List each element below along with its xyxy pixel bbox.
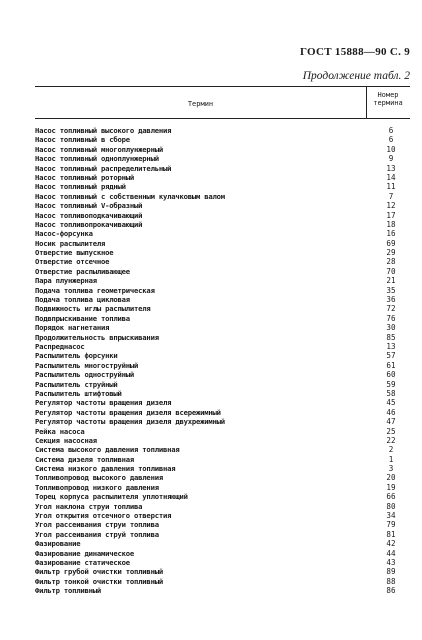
term-number-cell: 36	[386, 295, 396, 305]
table-row	[35, 295, 410, 304]
term-cell: Насос топливный распределительный	[35, 163, 172, 173]
term-number-cell: 69	[386, 238, 396, 248]
term-cell: Подача топлива геометрическая	[35, 285, 155, 295]
term-number-cell: 13	[386, 163, 396, 173]
term-number-cell: 66	[386, 492, 396, 502]
table-row	[35, 342, 410, 351]
term-cell: Распылитель штифтовый	[35, 388, 122, 398]
term-number-cell: 72	[386, 304, 396, 314]
term-cell: Насос топливоподкачивающий	[35, 210, 143, 220]
term-cell: Угол открытия отсечного отверстия	[35, 511, 172, 521]
term-cell: Насос топливный роторный	[35, 172, 135, 182]
term-number-cell: 12	[386, 201, 396, 211]
table-row	[35, 239, 410, 248]
term-cell: Фазирование динамическое	[35, 548, 135, 558]
table-row	[35, 520, 410, 529]
table-row	[35, 257, 410, 266]
term-number-cell: 29	[386, 248, 396, 258]
table-row	[35, 427, 410, 436]
term-number-cell: 70	[386, 266, 396, 276]
term-cell: Система низкого давления топливная	[35, 464, 176, 474]
table-row	[35, 333, 410, 342]
term-cell: Фильтр тонкой очистки топливный	[35, 576, 163, 586]
table-row	[35, 135, 410, 144]
term-cell: Угол наклона струи топлива	[35, 501, 143, 511]
table-row	[35, 145, 410, 154]
table-row	[35, 539, 410, 548]
column-header-term: Термин	[187, 100, 214, 108]
table-row	[35, 220, 410, 229]
column-header-number-line2: термина	[373, 99, 403, 107]
term-cell: Фильтр топливный	[35, 586, 102, 596]
column-header-number	[366, 91, 410, 107]
term-cell: Насос топливный в сборе	[35, 135, 130, 145]
term-number-cell: 58	[386, 388, 396, 398]
term-number-cell: 1	[388, 454, 394, 464]
term-cell: Распреднасос	[35, 341, 85, 351]
term-number-cell: 7	[388, 191, 394, 201]
term-cell: Отверстие распыливающее	[35, 266, 130, 276]
term-number-cell: 61	[386, 360, 396, 370]
term-cell: Регулятор частоты вращения дизеля всережимный	[35, 407, 221, 417]
term-cell: Насос топливный рядный	[35, 182, 126, 192]
table-row	[35, 549, 410, 558]
term-number-cell: 80	[386, 501, 396, 511]
table-row	[35, 351, 410, 360]
term-number-cell: 6	[388, 126, 394, 135]
term-number-cell: 19	[386, 482, 396, 492]
table-row	[35, 229, 410, 238]
term-cell: Топливопровод высокого давления	[35, 473, 163, 483]
term-number-cell: 43	[386, 557, 396, 567]
term-number-cell: 34	[386, 511, 396, 521]
table-row	[35, 464, 410, 473]
term-cell: Система высокого давления топливная	[35, 445, 180, 455]
table-row	[35, 417, 410, 426]
term-number-cell: 47	[386, 417, 396, 427]
term-number-cell: 11	[386, 182, 396, 192]
table-row	[35, 492, 410, 501]
term-number-cell: 45	[386, 398, 396, 408]
table-row	[35, 154, 410, 163]
term-number-cell: 79	[386, 520, 396, 530]
term-number-cell: 30	[386, 323, 396, 333]
term-number-cell: 9	[388, 154, 394, 164]
table-row	[35, 182, 410, 191]
column-header-number-line1: Номер	[377, 91, 399, 99]
term-cell: Порядок нагнетания	[35, 323, 110, 333]
term-cell: Насос топливный одноплунжерный	[35, 154, 159, 164]
term-number-cell: 2	[388, 445, 394, 455]
table-row	[35, 530, 410, 539]
term-cell: Распылитель форсунки	[35, 351, 118, 361]
table-row	[35, 445, 410, 454]
term-cell: Продолжительность впрыскивания	[35, 332, 159, 342]
table-row	[35, 511, 410, 520]
term-cell: Угол рассеивания струи топлива	[35, 520, 159, 530]
term-cell: Отверстие отсечное	[35, 257, 110, 267]
term-cell: Насос топливный высокого давления	[35, 126, 172, 135]
table-row	[35, 304, 410, 313]
term-index-list	[35, 126, 410, 596]
term-cell: Фазирование	[35, 539, 81, 549]
table-row	[35, 323, 410, 332]
table-continuation-caption: Продолжение табл. 2	[302, 70, 410, 82]
table-row	[35, 473, 410, 482]
term-number-cell: 35	[386, 285, 396, 295]
term-cell: Секция насосная	[35, 435, 97, 445]
term-number-cell: 59	[386, 379, 396, 389]
table-row	[35, 502, 410, 511]
table-row	[35, 455, 410, 464]
table-row	[35, 276, 410, 285]
table-header-rule	[35, 118, 410, 119]
table-row	[35, 164, 410, 173]
table-row	[35, 567, 410, 576]
term-number-cell: 14	[386, 172, 396, 182]
table-row	[35, 389, 410, 398]
table-row	[35, 248, 410, 257]
term-cell: Насос топливный многоплунжерный	[35, 144, 163, 154]
table-row	[35, 267, 410, 276]
table-row	[35, 211, 410, 220]
table-row	[35, 286, 410, 295]
table-row	[35, 192, 410, 201]
term-cell: Торец корпуса распылителя уплотняющий	[35, 492, 188, 502]
term-number-cell: 22	[386, 435, 396, 445]
term-number-cell: 76	[386, 313, 396, 323]
term-cell: Распылитель многоструйный	[35, 360, 139, 370]
term-number-cell: 85	[386, 332, 396, 342]
table-row	[35, 398, 410, 407]
table-row	[35, 408, 410, 417]
term-number-cell: 89	[386, 567, 396, 577]
term-cell: Подача топлива цикловая	[35, 295, 130, 305]
term-number-cell: 44	[386, 548, 396, 558]
term-cell: Регулятор частоты вращения дизеля	[35, 398, 172, 408]
table-row	[35, 126, 410, 135]
table-row	[35, 370, 410, 379]
term-number-cell: 57	[386, 351, 396, 361]
term-cell: Подвпрыскивание топлива	[35, 313, 130, 323]
term-number-cell: 20	[386, 473, 396, 483]
term-cell: Носик распылителя	[35, 238, 106, 248]
term-number-cell: 10	[386, 144, 396, 154]
term-cell: Фильтр грубой очистки топливный	[35, 567, 163, 577]
term-cell: Подвижность иглы распылителя	[35, 304, 151, 314]
table-row	[35, 483, 410, 492]
term-cell: Пара плунжерная	[35, 276, 97, 286]
table-row	[35, 380, 410, 389]
term-number-cell: 21	[386, 276, 396, 286]
term-number-cell: 17	[386, 210, 396, 220]
term-cell: Насос топливный с собственным кулачковым валом	[35, 191, 225, 201]
term-number-cell: 6	[388, 135, 394, 145]
table-row	[35, 577, 410, 586]
term-number-cell: 88	[386, 576, 396, 586]
term-number-cell: 16	[386, 229, 396, 239]
table-row	[35, 558, 410, 567]
table-row	[35, 586, 410, 595]
term-cell: Топливопровод низкого давления	[35, 482, 159, 492]
term-cell: Насос топливопрокачивающий	[35, 219, 143, 229]
term-number-cell: 42	[386, 539, 396, 549]
table-row	[35, 436, 410, 445]
term-cell: Насос-форсунка	[35, 229, 93, 239]
table-row	[35, 201, 410, 210]
term-cell: Насос топливный V-образный	[35, 201, 143, 211]
term-number-cell: 3	[388, 464, 394, 474]
term-cell: Рейка насоса	[35, 426, 85, 436]
term-cell: Отверстие выпускное	[35, 248, 114, 258]
table-row	[35, 314, 410, 323]
term-number-cell: 81	[386, 529, 396, 539]
table-row	[35, 173, 410, 182]
term-number-cell: 60	[386, 370, 396, 380]
term-cell: Распылитель одноструйный	[35, 370, 135, 380]
term-cell: Регулятор частоты вращения дизеля двухрежимный	[35, 417, 225, 427]
table-row	[35, 361, 410, 370]
term-number-cell: 46	[386, 407, 396, 417]
term-number-cell: 28	[386, 257, 396, 267]
term-number-cell: 13	[386, 341, 396, 351]
term-number-cell: 86	[386, 586, 396, 596]
term-number-cell: 25	[386, 426, 396, 436]
table-top-rule	[35, 86, 410, 87]
term-cell: Распылитель струйный	[35, 379, 118, 389]
term-number-cell: 18	[386, 219, 396, 229]
standard-page-header: ГОСТ 15888—90 С. 9	[299, 46, 410, 58]
term-cell: Фазирование статическое	[35, 557, 130, 567]
term-cell: Система дизеля топливная	[35, 454, 135, 464]
term-cell: Угол рассеивания струй топлива	[35, 529, 159, 539]
